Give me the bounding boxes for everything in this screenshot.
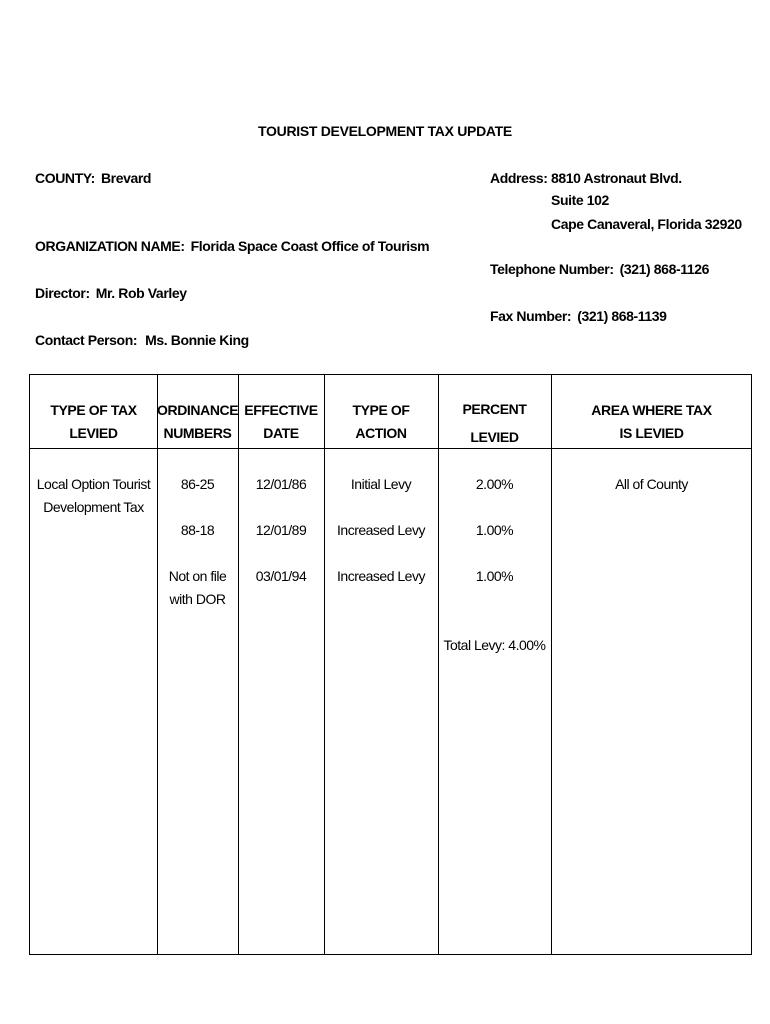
header-area: [551, 399, 752, 445]
column-divider: [551, 375, 552, 954]
percent-cell: 1.00%: [475, 522, 514, 538]
county-label: COUNTY:: [35, 170, 95, 186]
fax-value: (321) 868-1139: [577, 308, 667, 324]
header-percent-levied: [438, 395, 551, 451]
organization-value: Florida Space Coast Office of Tourism: [190, 238, 430, 254]
header-line: LEVIED: [470, 429, 519, 445]
total-levy: Total Levy: 4.00%: [443, 637, 546, 653]
address-line-1: 8810 Astronaut Blvd.: [551, 170, 682, 186]
tax-type-cell: [30, 473, 157, 519]
telephone-field: [490, 261, 709, 277]
header-ordinance: [157, 399, 238, 445]
county-value: Brevard: [100, 170, 152, 186]
director-label: Director:: [35, 285, 90, 301]
ordinance-cell: 86-25: [180, 476, 215, 492]
ordinance-line: with DOR: [169, 591, 226, 607]
header-line: ORDINANCE: [157, 402, 239, 418]
date-cell: 12/01/86: [255, 476, 307, 492]
header-line: PERCENT: [462, 401, 527, 417]
date-cell: 03/01/94: [255, 568, 307, 584]
document-title: TOURIST DEVELOPMENT TAX UPDATE: [258, 123, 512, 139]
header-line: NUMBERS: [163, 425, 232, 441]
address-line-2: Suite 102: [551, 192, 609, 208]
column-divider: [157, 375, 158, 954]
header-line: AREA WHERE TAX: [591, 402, 712, 418]
telephone-label: Telephone Number:: [490, 261, 614, 277]
area-cell: All of County: [615, 476, 688, 492]
header-line: DATE: [263, 425, 299, 441]
contact-label: Contact Person:: [35, 332, 138, 348]
column-divider: [324, 375, 325, 954]
tax-type-line: Local Option Tourist: [36, 476, 151, 492]
county-field: [35, 170, 151, 186]
header-type-of-tax: [30, 399, 157, 445]
fax-field: [490, 308, 667, 324]
action-cell: Initial Levy: [350, 476, 412, 492]
address-line-3: Cape Canaveral, Florida 32920: [551, 216, 742, 232]
percent-cell: 2.00%: [475, 476, 514, 492]
header-line: ACTION: [355, 425, 407, 441]
header-line: EFFECTIVE: [244, 402, 318, 418]
contact-field: [35, 332, 249, 348]
organization-field: [35, 238, 429, 254]
action-cell: Increased Levy: [337, 568, 425, 584]
telephone-value: (321) 868-1126: [619, 261, 709, 277]
header-line: TYPE OF TAX: [50, 402, 137, 418]
ordinance-cell: 88-18: [180, 522, 215, 538]
tax-type-line: Development Tax: [43, 499, 144, 515]
header-divider: [30, 448, 751, 449]
ordinance-cell: [157, 565, 238, 611]
director-value: Mr. Rob Varley: [95, 285, 187, 301]
header-line: IS LEVIED: [619, 425, 684, 441]
address-label: Address:: [490, 170, 548, 186]
header-effective-date: [238, 399, 324, 445]
action-cell: Increased Levy: [337, 522, 425, 538]
director-field: [35, 285, 187, 301]
organization-label: ORGANIZATION NAME:: [35, 238, 185, 254]
header-line: TYPE OF: [352, 402, 410, 418]
header-line: LEVIED: [69, 425, 118, 441]
percent-cell: 1.00%: [475, 568, 514, 584]
tax-table: [29, 374, 752, 955]
contact-value: Ms. Bonnie King: [145, 332, 249, 348]
fax-label: Fax Number:: [490, 308, 572, 324]
header-type-of-action: [324, 399, 438, 445]
ordinance-line: Not on file: [168, 568, 227, 584]
column-divider: [238, 375, 239, 954]
date-cell: 12/01/89: [255, 522, 307, 538]
column-divider: [438, 375, 439, 954]
